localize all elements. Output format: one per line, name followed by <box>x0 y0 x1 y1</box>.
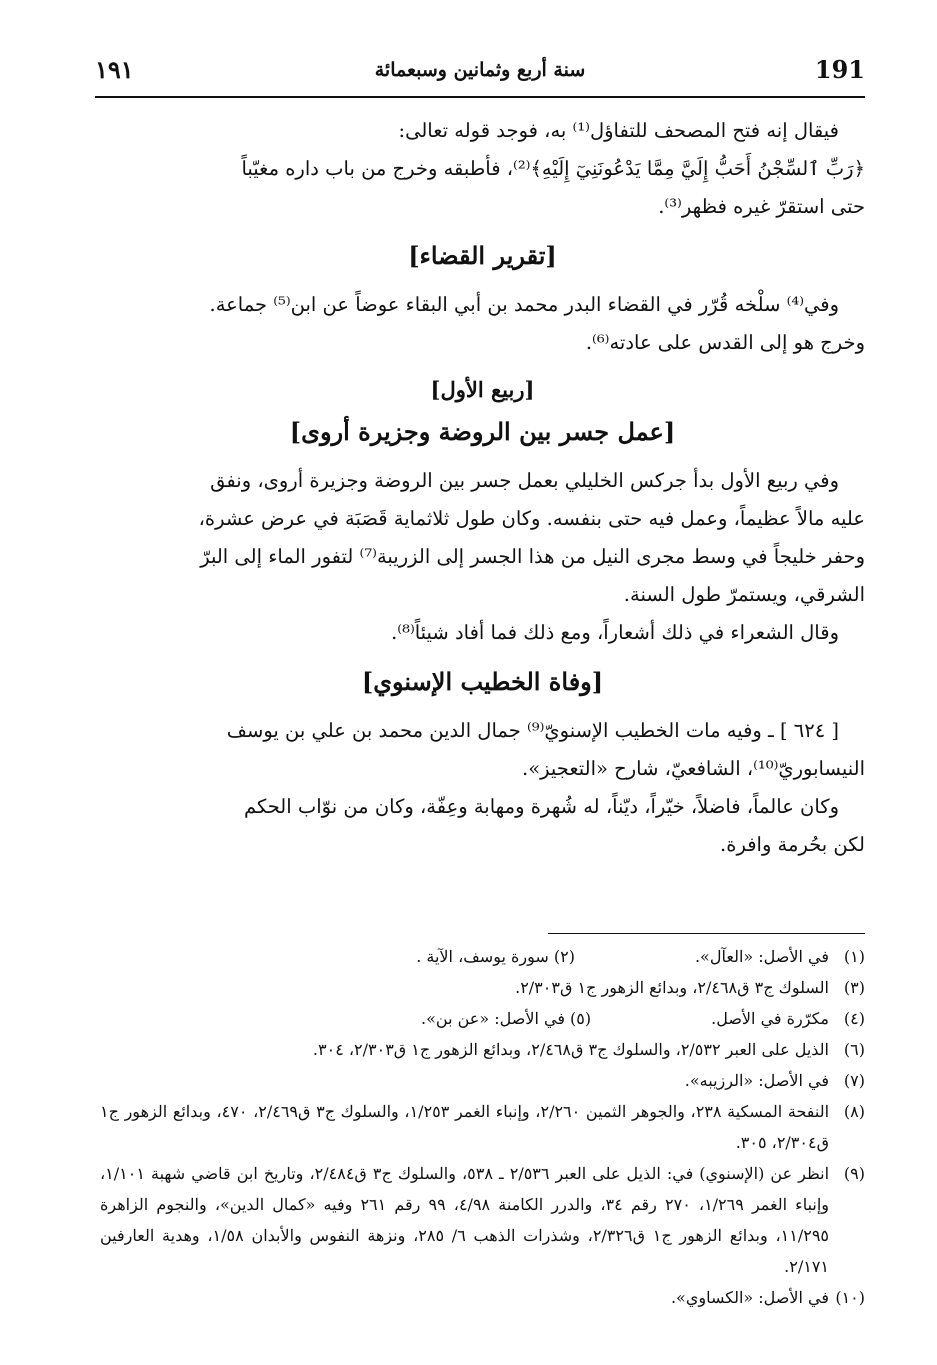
page-number-latin: 191 <box>814 55 865 84</box>
footnote-number: (٦) <box>843 1040 865 1059</box>
text-line: وكان عالماً، فاضلاً، خيّراً، ديّناً، له شُهرة ومهابة وعِفّة، وكان من نوّاب الحكم <box>243 795 839 818</box>
footnote-number: (٣) <box>843 978 865 997</box>
footnote <box>100 941 865 972</box>
footnote <box>100 1096 865 1158</box>
section-heading: [تقرير القضاء] <box>408 241 557 270</box>
footnote-text: في الأصل: «العآل». <box>694 947 829 966</box>
text-line: وقال الشعراء في ذلك أشعاراً، ومع ذلك فما أفاد شيئاً⁽⁸⁾. <box>391 621 839 644</box>
month-heading: [ربيع الأول] <box>430 377 535 402</box>
footnote <box>100 1282 865 1313</box>
footnote-text: في الأصل: «الكساوي». <box>670 1288 829 1307</box>
footnote-rule <box>548 933 865 934</box>
footnote-text: (٢) سورة يوسف، الآية . <box>416 947 575 966</box>
text-line: عليه مالاً عظيماً، وعمل فيه حتى بنفسه. وكان طول ثلاثماية قَصَبَة في عرض عشرة، <box>198 507 865 530</box>
footnote <box>100 1158 865 1282</box>
footnote <box>100 972 865 1003</box>
page-number-arabic: ١٩١ <box>95 55 134 84</box>
header-rule <box>95 96 865 98</box>
footnote-number: (٤) <box>843 1009 865 1028</box>
footnote-text: النفحة المسكية ٢٣٨، والجوهر الثمين ٢/٢٦٠، وإنباء الغمر ١/٢٥٣، والسلوك ج٣ ق٢/٤٦٩، ٤٧٠، وبدائع الزهور ج١ ق٢/٣٠٤، ٣٠٥. <box>100 1102 830 1152</box>
text-line: لكن بحُرمة وافرة. <box>720 833 865 856</box>
text-line: حتى استقرّ غيره فظهر⁽³⁾. <box>658 195 865 218</box>
footnote-number: (٨) <box>843 1102 865 1121</box>
footnote <box>100 1003 865 1034</box>
text-line: وخرج هو إلى القدس على عادته⁽⁶⁾. <box>585 331 865 354</box>
main-text <box>100 112 865 864</box>
text-line: الشرقي، ويستمرّ طول السنة. <box>623 583 865 606</box>
footnote-text: انظر عن (الإسنوي) في: الذيل على العبر ٢/٥٣٦ ـ ٥٣٨، والسلوك ج٣ ق٢/٤٨٤، وتاريخ ابن قاضي شهبة ١/١٠١، وإنباء الغمر ١/٢٦٩، ٢٧٠ رقم ٣٤، والدرر الكامنة ٤/٩٨، ٩٩ رقم ٢٦١ وفيه «كمال الدين»، والنجوم الزاهرة ١١/٢٩٥، وبدائع الزهور ج١ ق٢/٣٢٦، وشذرات الذهب ٦/ ٢٨٥، ونزهة النفوس والأبدان ١/٥٨، وهدية العارفين ٢/١٧١. <box>100 1164 830 1276</box>
text-line: وفي ربيع الأول بدأ جركس الخليلي بعمل جسر بين الروضة وجزيرة أروى، ونفق <box>210 469 839 492</box>
footnote-number: (١٠) <box>835 1288 865 1307</box>
text-line: وحفر خليجاً في وسط مجرى النيل من هذا الجسر إلى الزريبة⁽⁷⁾ لتفور الماء إلى البرّ <box>200 545 865 568</box>
footnote-text: الذيل على العبر ٢/٥٣٢، والسلوك ج٣ ق٢/٤٦٨، وبدائع الزهور ج١ ق٢/٣٠٣، ٣٠٤. <box>312 1040 829 1059</box>
text-line: وفي⁽⁴⁾ سلْخه قُرّر في القضاء البدر محمد بن أبي البقاء عوضاً عن ابن⁽⁵⁾ جماعة. <box>209 293 839 316</box>
footnotes <box>100 941 865 1313</box>
footnote-text: السلوك ج٣ ق٢/٤٦٨، وبدائع الزهور ج١ ق٢/٣٠٣. <box>515 978 829 997</box>
footnote-number: (٩) <box>843 1164 865 1183</box>
footnote <box>100 1034 865 1065</box>
text-line: [ ٦٢٤ ] ـ وفيه مات الخطيب الإسنويّ⁽⁹⁾ جمال الدين محمد بن علي بن يوسف <box>226 719 839 742</box>
page-header <box>95 55 865 95</box>
footnote <box>100 1065 865 1096</box>
quran-verse-line: ﴿رَبِّ ٱلسِّجْنُ أَحَبُّ إِلَيَّ مِمَّا يَدْعُونَنِيٓ إِلَيْهِ﴾⁽²⁾، فأطبقه وخرج من باب داره مغيّباً <box>241 157 865 180</box>
footnote-number: (١) <box>843 947 865 966</box>
text-line: النيسابوريّ⁽¹⁰⁾، الشافعيّ، شارح «التعجيز». <box>522 757 865 780</box>
footnote-text: (٥) في الأصل: «عن بن». <box>421 1009 592 1028</box>
footnote-text: مكرّرة في الأصل. <box>711 1009 829 1028</box>
section-heading: [وفاة الخطيب الإسنوي] <box>361 667 604 696</box>
footnote-text: في الأصل: «الرزيبه». <box>684 1071 829 1090</box>
section-heading: [عمل جسر بين الروضة وجزيرة أروى] <box>289 417 676 446</box>
text-line: فيقال إنه فتح المصحف للتفاؤل⁽¹⁾ به، فوجد قوله تعالى: <box>398 119 839 142</box>
running-title: سنة أربع وثمانين وسبعمائة <box>374 59 586 81</box>
footnote-number: (٧) <box>843 1071 865 1090</box>
